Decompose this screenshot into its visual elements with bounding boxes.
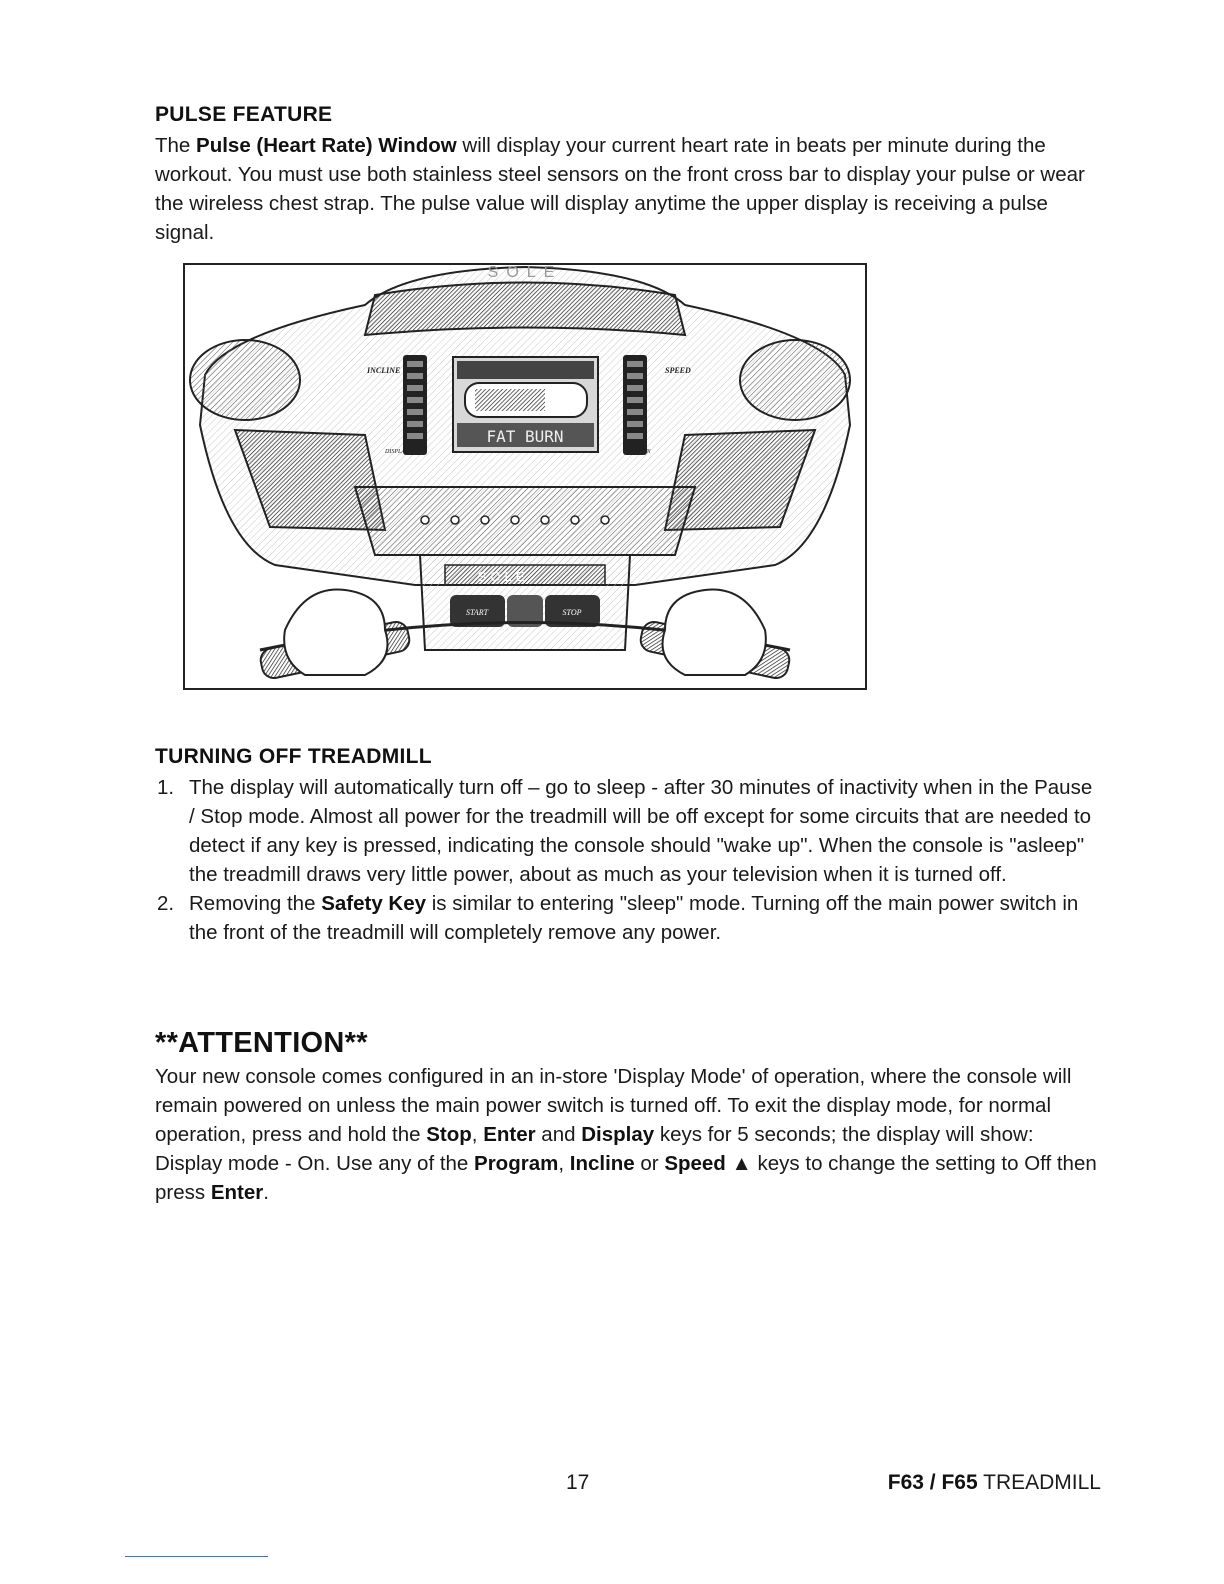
safety-key-term: Safety Key [321,892,427,915]
lcd-profile-bars [475,389,545,411]
footnote-divider [125,1556,268,1557]
list-item: 1. The display will automatically turn off – go to sleep - after 30 minutes of inactivity when in the Pause / Stop mode. Almost all power for the treadmill will be off except for some circuits that are needed to detect if any key is pressed, indicating the console should "wake up". When the console is "asleep" the treadmill draws very little power, about as much as your television when it is turned off. [157,776,1093,886]
speed-key-strip[interactable] [623,355,647,455]
key-7[interactable] [601,516,609,524]
attention-paragraph: Your new console comes configured in an in-store 'Display Mode' of operation, where the console will remain powered on unless the main power switch is turned off. To exit the display mode, for normal operation, press and hold the Stop, Enter and Display keys for 5 seconds; the display will show: Display mode - On. Use any of the Program, Incline or Speed ▲ keys to change the setting to Off then press Enter. [155,1065,1097,1204]
program-key-deck [355,487,695,555]
key-6[interactable] [571,516,579,524]
turning-off-heading: TURNING OFF TREADMILL [155,745,432,768]
stop-label: STOP [562,608,582,617]
left-hand-icon [259,590,412,681]
key-4[interactable] [511,516,519,524]
page-number: 17 [566,1471,590,1494]
lcd-program-text: FAT BURN [486,427,564,446]
right-fan-vent [740,340,850,420]
attention-section [155,1027,1100,1207]
pulse-section [155,103,1100,247]
key-2[interactable] [451,516,459,524]
console-illustration [183,263,867,690]
top-speaker-grille [365,283,685,336]
turning-off-section [155,745,1100,947]
turning-off-list [155,773,1100,947]
start-label: START [465,608,489,617]
brand-console-text: SOLE [477,569,529,584]
list-item: 2. Removing the Safety Key is similar to entering "sleep" mode. Turning off the main power switch in the front of the treadmill will completely remove any power. [157,892,1079,944]
brand-top-text: SOLE [487,265,563,281]
pulse-paragraph: The Pulse (Heart Rate) Window will display your current heart rate in beats per minute during the workout. You must use both stainless steel sensors on the front cross bar to display your pulse or wear the wireless chest strap. The pulse value will display anytime the upper display is receiving a pulse signal. [155,134,1085,244]
incline-label: INCLINE [367,366,401,375]
display-key-label: DISPLAY [385,449,409,455]
key-5[interactable] [541,516,549,524]
right-hand-icon [639,590,792,681]
pulse-heading: PULSE FEATURE [155,103,333,126]
key-3[interactable] [481,516,489,524]
left-fan-vent [190,340,300,420]
lcd-top-readout [457,361,594,379]
key-1[interactable] [421,516,429,524]
model-footer: F63 / F65 TREADMILL [887,1471,1101,1494]
incline-key-strip[interactable] [403,355,427,455]
fan-key-label: FAN [640,449,651,455]
speed-label: SPEED [665,366,691,375]
attention-heading: **ATTENTION** [155,1027,368,1059]
pulse-window-term: Pulse (Heart Rate) Window [196,134,457,157]
console-drawing [185,265,865,688]
